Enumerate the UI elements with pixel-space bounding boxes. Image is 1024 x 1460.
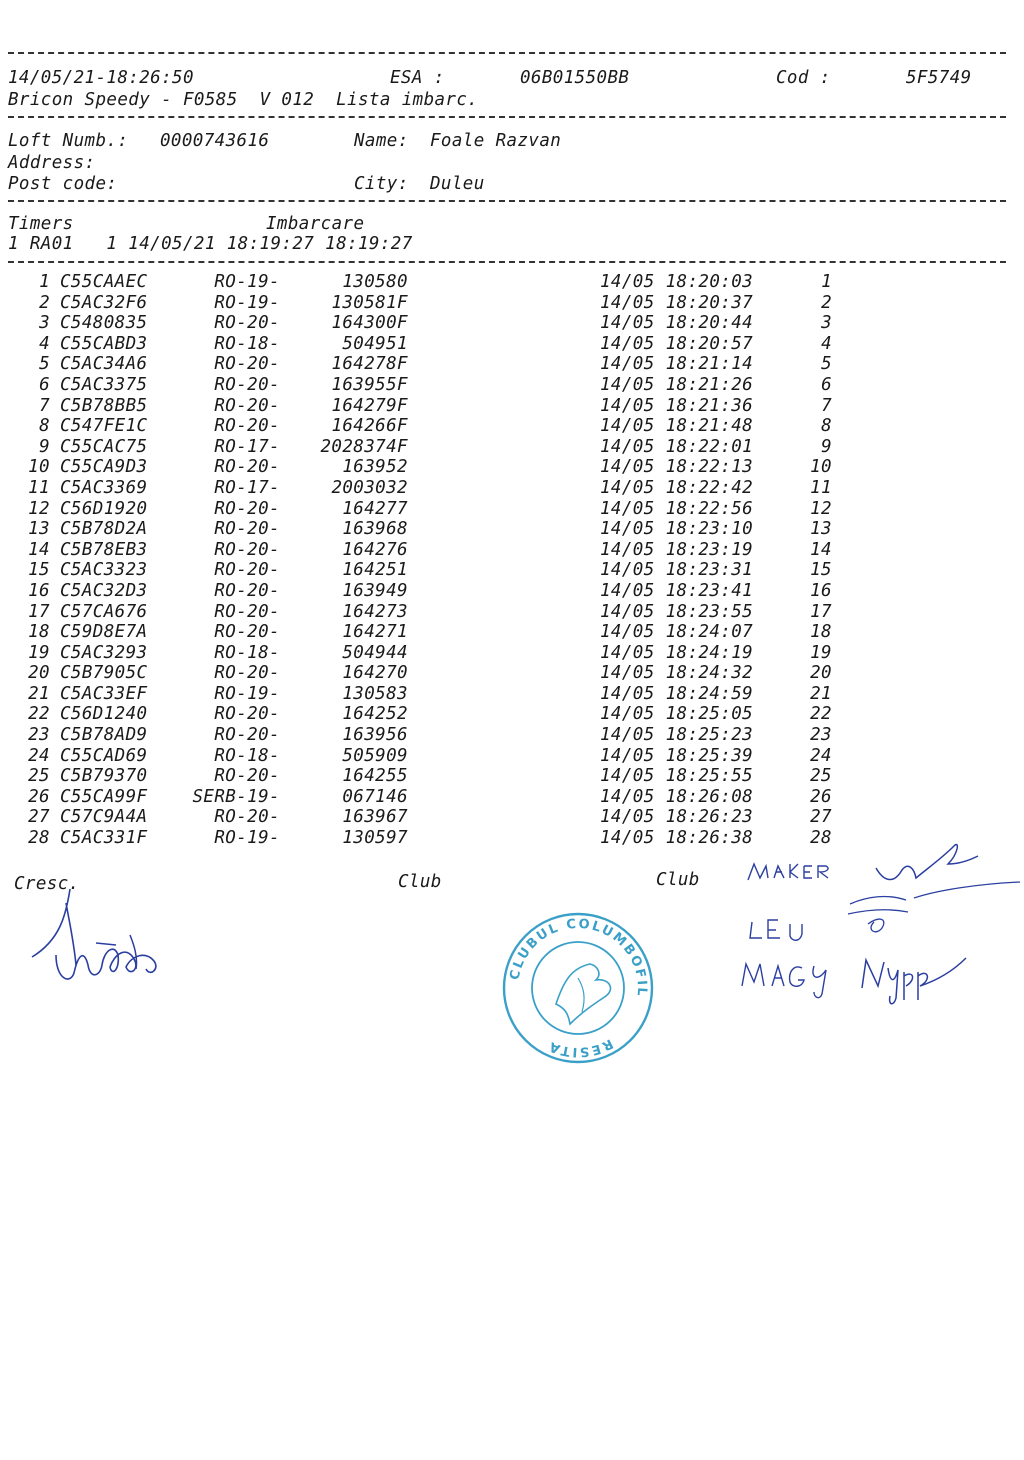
chip-id: C56D1920	[60, 498, 148, 519]
divider	[8, 261, 1006, 263]
cod-label: Cod :	[776, 68, 831, 88]
ring-prefix: RO-20-	[214, 539, 280, 560]
basketing-time: 14/05 18:20:37	[600, 292, 754, 313]
position: 26	[810, 786, 832, 807]
loft-label: Loft Numb.:	[8, 131, 129, 151]
address-label: Address:	[8, 153, 96, 173]
ring-number: 163952	[342, 457, 408, 478]
chip-id: C5AC34A6	[60, 354, 148, 375]
basketing-time: 14/05 18:23:31	[600, 560, 754, 581]
ring-number: 505909	[342, 745, 408, 766]
chip-id: C55CAD69	[60, 745, 148, 766]
basketing-time: 14/05 18:23:19	[600, 539, 754, 560]
list-item	[0, 560, 1024, 581]
city-label: City:	[354, 174, 409, 194]
stamp-text-bottom: RESITA	[545, 1035, 616, 1060]
city-value: Duleu	[430, 174, 485, 194]
postcode-label: Post code:	[8, 174, 118, 194]
basketing-time: 14/05 18:25:55	[600, 766, 754, 787]
chip-id: C5B78AD9	[60, 725, 148, 746]
cod-value: 5F5749	[906, 68, 972, 88]
position: 14	[810, 539, 832, 560]
position: 15	[810, 560, 832, 581]
ring-prefix: RO-18-	[214, 642, 280, 663]
list-item	[0, 334, 1024, 355]
ring-number: 130597	[342, 828, 408, 849]
list-item	[0, 663, 1024, 684]
row-number: 21	[28, 683, 50, 704]
chip-id: C5B78EB3	[60, 539, 148, 560]
ring-prefix: RO-20-	[214, 622, 280, 643]
ring-prefix: RO-20-	[214, 766, 280, 787]
ring-prefix: RO-19-	[214, 828, 280, 849]
row-number: 6	[39, 374, 50, 395]
position: 9	[821, 436, 832, 457]
club-signature-label-1: Club	[398, 872, 442, 892]
row-number: 2	[39, 292, 50, 313]
basketing-time: 14/05 18:20:03	[600, 272, 754, 292]
ring-prefix: RO-19-	[214, 292, 280, 313]
row-number: 18	[28, 622, 50, 643]
position: 21	[810, 683, 832, 704]
ring-number: 164271	[342, 622, 408, 643]
list-item	[0, 313, 1024, 334]
chip-id: C56D1240	[60, 704, 148, 725]
ring-number: 163968	[342, 519, 408, 540]
basketing-time: 14/05 18:23:55	[600, 601, 754, 622]
ring-prefix: RO-20-	[214, 704, 280, 725]
ring-number: 164255	[342, 766, 408, 787]
position: 11	[810, 477, 832, 498]
chip-id: C5B79370	[60, 766, 148, 787]
position: 12	[810, 498, 832, 519]
ring-prefix: RO-20-	[214, 416, 280, 437]
basketing-time: 14/05 18:21:14	[600, 354, 754, 375]
list-item	[0, 457, 1024, 478]
basketing-time: 14/05 18:25:39	[600, 745, 754, 766]
ring-number: 164276	[342, 539, 408, 560]
ring-prefix: RO-20-	[214, 374, 280, 395]
ring-number: 2028374F	[320, 436, 408, 457]
chip-id: C55CAAEC	[60, 272, 148, 292]
position: 13	[810, 519, 832, 540]
basketing-time: 14/05 18:26:08	[600, 786, 754, 807]
ring-prefix: RO-20-	[214, 580, 280, 601]
chip-id: C5480835	[60, 313, 148, 334]
position: 27	[810, 807, 832, 828]
ring-number: 164278F	[331, 354, 408, 375]
basketing-time: 14/05 18:20:57	[600, 333, 754, 354]
ring-prefix: RO-20-	[214, 807, 280, 828]
basketing-time: 14/05 18:21:36	[600, 395, 754, 416]
timers-label: Timers	[8, 214, 74, 234]
basketing-time: 14/05 18:21:48	[600, 416, 754, 437]
row-number: 16	[28, 580, 50, 601]
position: 5	[821, 354, 832, 375]
row-number: 5	[39, 354, 50, 375]
basketing-time: 14/05 18:22:01	[600, 436, 754, 457]
ring-prefix: RO-20-	[214, 519, 280, 540]
ring-prefix: RO-20-	[214, 354, 280, 375]
ring-prefix: RO-17-	[214, 477, 280, 498]
chip-id: C57CA676	[60, 601, 148, 622]
ring-number: 164279F	[331, 395, 408, 416]
report-subtitle: Bricon Speedy - F0585 V 012 Lista imbarc.	[8, 90, 479, 110]
list-item	[0, 643, 1024, 664]
ring-number: 163955F	[331, 374, 408, 395]
list-item	[0, 684, 1024, 705]
ring-prefix: RO-20-	[214, 663, 280, 684]
ring-prefix: RO-18-	[214, 745, 280, 766]
chip-id: C5AC3323	[60, 560, 148, 581]
basketing-time: 14/05 18:22:56	[600, 498, 754, 519]
row-number: 23	[28, 725, 50, 746]
ring-number: 163967	[342, 807, 408, 828]
position: 23	[810, 725, 832, 746]
chip-id: C5B78D2A	[60, 519, 148, 540]
chip-id: C57C9A4A	[60, 807, 148, 828]
list-item	[0, 437, 1024, 458]
position: 20	[810, 663, 832, 684]
basketing-time: 14/05 18:21:26	[600, 374, 754, 395]
position: 1	[821, 272, 832, 292]
position: 28	[810, 828, 832, 849]
ring-prefix: RO-20-	[214, 560, 280, 581]
row-number: 15	[28, 560, 50, 581]
chip-id: C59D8E7A	[60, 622, 148, 643]
ring-prefix: RO-20-	[214, 725, 280, 746]
list-item	[0, 807, 1024, 828]
breeder-signature	[26, 885, 176, 995]
list-item	[0, 602, 1024, 623]
basketing-time: 14/05 18:23:10	[600, 519, 754, 540]
row-number: 10	[28, 457, 50, 478]
list-item	[0, 519, 1024, 540]
imbarcare-label: Imbarcare	[266, 214, 365, 234]
divider	[8, 52, 1006, 54]
basketing-time: 14/05 18:26:38	[600, 828, 754, 849]
list-item	[0, 354, 1024, 375]
stamp-text-top: CLUBUL COLUMBOFIL	[507, 916, 650, 999]
list-item	[0, 478, 1024, 499]
basketing-time: 14/05 18:20:44	[600, 313, 754, 334]
ring-prefix: RO-20-	[214, 395, 280, 416]
position: 2	[821, 292, 832, 313]
row-number: 14	[28, 539, 50, 560]
ring-number: 130581F	[331, 292, 408, 313]
ring-prefix: RO-19-	[214, 272, 280, 292]
chip-id: C55CABD3	[60, 333, 148, 354]
basketing-time: 14/05 18:24:32	[600, 663, 754, 684]
position: 4	[821, 333, 832, 354]
divider	[8, 116, 1006, 118]
row-number: 12	[28, 498, 50, 519]
chip-id: C5AC3293	[60, 642, 148, 663]
ring-number: 163956	[342, 725, 408, 746]
position: 18	[810, 622, 832, 643]
row-number: 25	[28, 766, 50, 787]
breeder-signature-label: Cresc.	[14, 874, 80, 894]
ring-number: 164273	[342, 601, 408, 622]
ring-prefix: RO-20-	[214, 457, 280, 478]
position: 6	[821, 374, 832, 395]
basketing-time: 14/05 18:23:41	[600, 580, 754, 601]
ring-number: 130583	[342, 683, 408, 704]
list-item	[0, 396, 1024, 417]
ring-number: 2003032	[331, 477, 408, 498]
chip-id: C55CA9D3	[60, 457, 148, 478]
ring-prefix: RO-18-	[214, 333, 280, 354]
position: 19	[810, 642, 832, 663]
name-label: Name:	[354, 131, 409, 151]
position: 22	[810, 704, 832, 725]
basketing-time: 14/05 18:24:07	[600, 622, 754, 643]
basketing-time: 14/05 18:26:23	[600, 807, 754, 828]
list-item	[0, 293, 1024, 314]
row-number: 27	[28, 807, 50, 828]
ring-prefix: SERB-19-	[192, 786, 280, 807]
ring-number: 067146	[342, 786, 408, 807]
position: 3	[821, 313, 832, 334]
list-item	[0, 622, 1024, 643]
list-item	[0, 746, 1024, 767]
list-item	[0, 704, 1024, 725]
timer-line: 1 RA01 1 14/05/21 18:19:27 18:19:27	[8, 234, 413, 254]
chip-id: C55CA99F	[60, 786, 148, 807]
list-item	[0, 766, 1024, 787]
list-item	[0, 725, 1024, 746]
name-value: Foale Razvan	[430, 131, 562, 151]
position: 25	[810, 766, 832, 787]
row-number: 26	[28, 786, 50, 807]
row-number: 8	[39, 416, 50, 437]
ring-number: 130580	[342, 272, 408, 292]
ring-prefix: RO-19-	[214, 683, 280, 704]
list-item	[0, 272, 1024, 293]
esa-value: 06B01550BB	[520, 68, 630, 88]
position: 24	[810, 745, 832, 766]
ring-prefix: RO-20-	[214, 498, 280, 519]
list-item	[0, 787, 1024, 808]
chip-id: C5AC32D3	[60, 580, 148, 601]
ring-number: 504944	[342, 642, 408, 663]
row-number: 3	[39, 313, 50, 334]
basketing-time: 14/05 18:24:19	[600, 642, 754, 663]
basketing-list	[0, 272, 1024, 849]
club-signature-label-2: Club	[656, 870, 700, 890]
club-stamp	[498, 908, 658, 1068]
print-datetime: 14/05/21-18:26:50	[8, 68, 194, 88]
position: 10	[810, 457, 832, 478]
list-item	[0, 416, 1024, 437]
chip-id: C55CAC75	[60, 436, 148, 457]
basketing-time: 14/05 18:22:13	[600, 457, 754, 478]
position: 8	[821, 416, 832, 437]
position: 7	[821, 395, 832, 416]
row-number: 20	[28, 663, 50, 684]
position: 17	[810, 601, 832, 622]
row-number: 22	[28, 704, 50, 725]
basketing-time: 14/05 18:25:23	[600, 725, 754, 746]
chip-id: C5AC32F6	[60, 292, 148, 313]
chip-id: C5AC3369	[60, 477, 148, 498]
ring-number: 164251	[342, 560, 408, 581]
chip-id: C5AC331F	[60, 828, 148, 849]
ring-number: 163949	[342, 580, 408, 601]
chip-id: C547FE1C	[60, 416, 148, 437]
esa-label: ESA :	[390, 68, 445, 88]
row-number: 9	[39, 436, 50, 457]
row-number: 28	[28, 828, 50, 849]
loft-value: 0000743616	[160, 131, 270, 151]
ring-number: 504951	[342, 333, 408, 354]
chip-id: C5B7905C	[60, 663, 148, 684]
row-number: 1	[39, 272, 50, 292]
row-number: 24	[28, 745, 50, 766]
basketing-time: 14/05 18:25:05	[600, 704, 754, 725]
chip-id: C5B78BB5	[60, 395, 148, 416]
divider	[8, 200, 1006, 202]
ring-prefix: RO-20-	[214, 601, 280, 622]
basketing-time: 14/05 18:22:42	[600, 477, 754, 498]
list-item	[0, 540, 1024, 561]
ring-number: 164252	[342, 704, 408, 725]
ring-number: 164277	[342, 498, 408, 519]
row-number: 13	[28, 519, 50, 540]
ring-number: 164300F	[331, 313, 408, 334]
position: 16	[810, 580, 832, 601]
ring-prefix: RO-17-	[214, 436, 280, 457]
row-number: 11	[28, 477, 50, 498]
list-item	[0, 499, 1024, 520]
list-item	[0, 581, 1024, 602]
club-signatures	[738, 838, 1018, 1018]
row-number: 17	[28, 601, 50, 622]
chip-id: C5AC33EF	[60, 683, 148, 704]
row-number: 4	[39, 333, 50, 354]
ring-number: 164266F	[331, 416, 408, 437]
row-number: 7	[39, 395, 50, 416]
basketing-time: 14/05 18:24:59	[600, 683, 754, 704]
chip-id: C5AC3375	[60, 374, 148, 395]
list-item	[0, 375, 1024, 396]
ring-prefix: RO-20-	[214, 313, 280, 334]
ring-number: 164270	[342, 663, 408, 684]
row-number: 19	[28, 642, 50, 663]
